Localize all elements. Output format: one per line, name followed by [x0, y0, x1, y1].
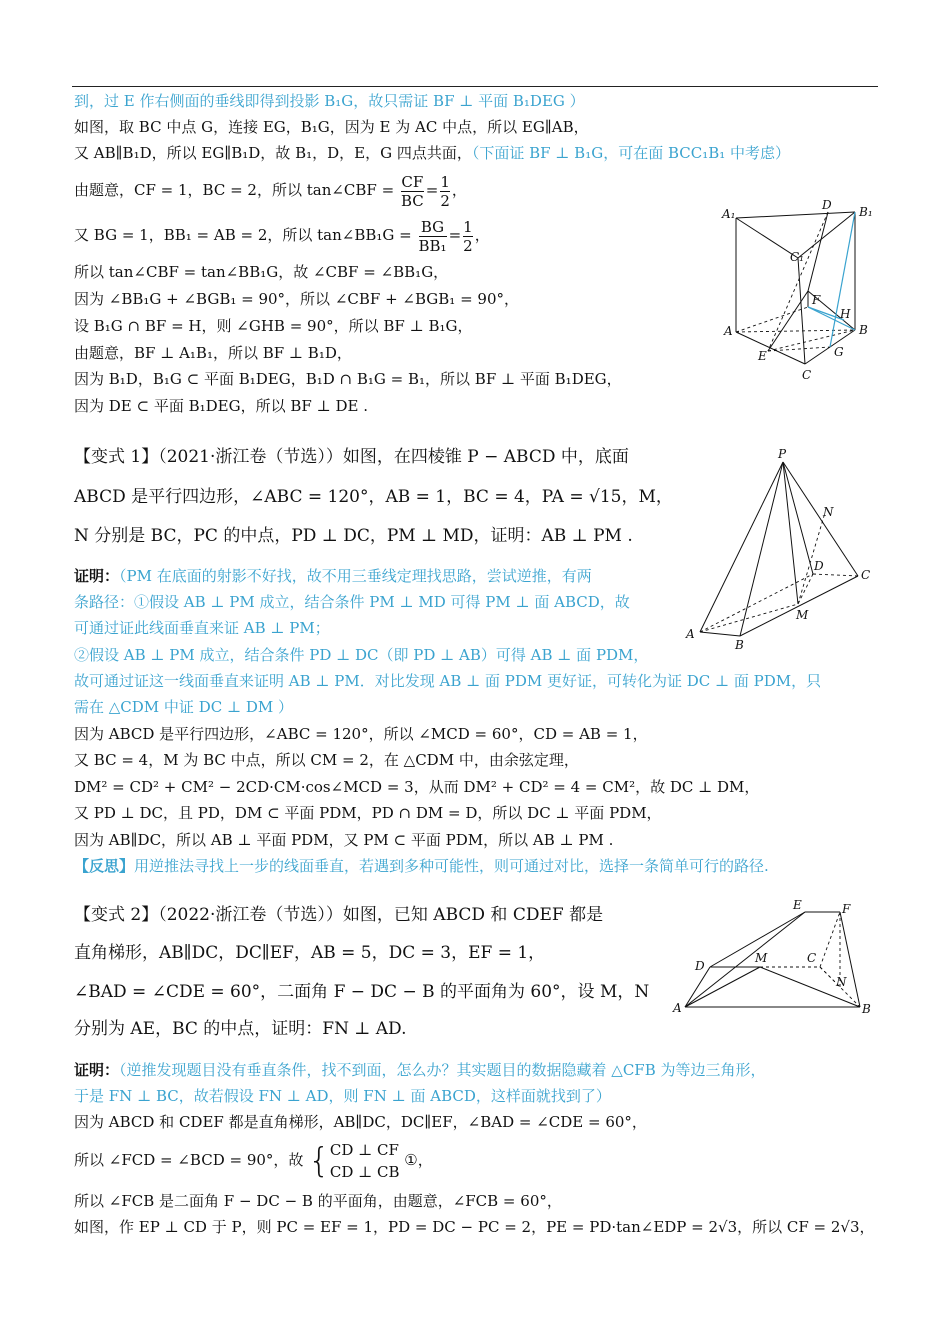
hint-line: 条路径：①假设 AB ⊥ PM 成立，结合条件 PM ⊥ MD 可得 PM ⊥ 面 ABCD，故 [74, 593, 630, 611]
reflect-text: 用逆推法寻找上一步的线面垂直，若遇到多种可能性，则可通过对比，选择一条简单可行的路径. [134, 857, 769, 875]
point-label: A [686, 627, 695, 641]
hint-segment: （下面证 BF ⊥ B₁G，可在面 BCC₁B₁ 中考虑） [471, 144, 791, 162]
point-label: A₁ [722, 207, 736, 221]
fraction: $\frac{CF}{BC}$ [400, 172, 424, 210]
text-line [74, 856, 769, 876]
text-line [74, 1060, 766, 1080]
problem-statement: 分别为 AE，BC 的中点，证明：FN ⊥ AD. [74, 1019, 407, 1039]
point-label: D [814, 559, 824, 573]
text-segment: ①， [399, 1151, 433, 1169]
brace-icon: { [308, 1141, 330, 1181]
point-label: B [862, 1002, 871, 1016]
text-line: 到，过 E 作右侧面的垂线即得到投影 B₁G，故只需证 BF ⊥ 平面 B₁DEG ） [74, 92, 585, 110]
point-label: A [724, 324, 733, 338]
text-segment: 又 AB∥B₁D，所以 EG∥B₁D，故 B₁，D，E，G 四点共面， [74, 144, 472, 162]
problem-statement: ABCD 是平行四边形，∠ABC = 120°，AB = 1，BC = 4，PA = √15，M， [74, 487, 673, 507]
point-label: B [735, 638, 744, 652]
point-label: C [802, 368, 812, 382]
point-label: D [695, 959, 705, 973]
point-label: M [755, 951, 768, 965]
point-label: E [793, 898, 802, 912]
point-label: M [796, 608, 809, 622]
hint-line: 需在 △CDM 中证 DC ⊥ DM ） [74, 698, 294, 716]
point-label: H [840, 307, 851, 321]
point-label: A [673, 1001, 682, 1015]
text-line: 又 PD ⊥ DC，且 PD，DM ⊂ 平面 PDM，PD ∩ DM = D，所以 DC ⊥ 平面 PDM， [74, 804, 662, 822]
point-label: B₁ [859, 205, 873, 219]
text-line: 因为 ABCD 和 CDEF 都是直角梯形，AB∥DC，DC∥EF，∠BAD = ∠CDE = 60°， [74, 1113, 647, 1131]
text-segment: 由题意，CF = 1，BC = 2，所以 tan∠CBF = [74, 181, 395, 199]
hint-line: 可通过证此线面垂直来证 AB ⊥ PM； [74, 619, 330, 637]
proof-label: 证明： [74, 1061, 120, 1079]
point-label: F [842, 902, 851, 916]
problem-statement: 直角梯形，AB∥DC，DC∥EF，AB = 5，DC = 3，EF = 1， [74, 943, 546, 963]
text-line: 如图，取 BC 中点 G，连接 EG，B₁G，因为 E 为 AC 中点，所以 EG∥AB， [74, 118, 589, 136]
problem-statement: 【变式 1】（2021·浙江卷（节选））如图，在四棱锥 P − ABCD 中，底面 [74, 447, 629, 467]
text-line: 因为 AB∥DC，所以 AB ⊥ 平面 PDM，又 PM ⊂ 平面 PDM，所以 AB ⊥ PM . [74, 831, 614, 849]
point-label: P [778, 447, 787, 461]
point-label: N [823, 505, 834, 519]
text-line: 又 BC = 4，M 为 BC 中点，所以 CM = 2，在 △CDM 中，由余弦定理， [74, 751, 579, 769]
point-label: C₁ [790, 250, 804, 264]
condition-system: CD ⊥ CF CD ⊥ CB [329, 1141, 400, 1181]
point-label: E [758, 349, 767, 363]
proof-label: 证明： [74, 567, 120, 585]
text-line [74, 1135, 433, 1186]
prism-figure [718, 196, 878, 386]
hint-line: 故可通过证这一线面垂直来证明 AB ⊥ PM．对比发现 AB ⊥ 面 PDM 更好证，可转化为证 DC ⊥ 面 PDM，只 [74, 672, 822, 690]
hint-segment: （PM 在底面的射影不好找，故不用三垂线定理找思路，尝试逆推，有两 [119, 567, 592, 585]
text-line: 因为 B₁D，B₁G ⊂ 平面 B₁DEG，B₁D ∩ B₁G = B₁，所以 BF ⊥ 平面 B₁DEG， [74, 370, 622, 388]
trapezoid-figure [670, 892, 880, 1022]
text-line: 如图，作 EP ⊥ CD 于 P，则 PC = EF = 1，PD = DC − PC = 2，PE = PD·tan∠EDP = 2√3，所以 CF = 2√3， [74, 1218, 875, 1236]
fraction: $\frac{1}{2}$ [463, 217, 473, 255]
point-label: C [861, 568, 871, 582]
text-line [74, 143, 790, 163]
text-line [74, 566, 592, 586]
text-line: 由题意，BF ⊥ A₁B₁，所以 BF ⊥ B₁D， [74, 344, 352, 362]
point-label: C [807, 951, 817, 965]
header-rule [72, 86, 878, 87]
problem-statement: 【变式 2】（2022·浙江卷（节选））如图，已知 ABCD 和 CDEF 都是 [74, 905, 604, 925]
problem-statement: N 分别是 BC，PC 的中点，PD ⊥ DC，PM ⊥ MD，证明：AB ⊥ PM . [74, 526, 633, 546]
fraction: $\frac{BG}{\text{BB₁}}$ [418, 217, 447, 255]
text-segment: 又 BG = 1，BB₁ = AB = 2，所以 tan∠BB₁G = [74, 226, 412, 244]
problem-statement: ∠BAD = ∠CDE = 60°，二面角 F − DC − B 的平面角为 60°，设 M，N [74, 982, 650, 1002]
hint-line: ②假设 AB ⊥ PM 成立，结合条件 PD ⊥ DC（即 PD ⊥ AB）可得 AB ⊥ 面 PDM， [74, 646, 649, 664]
point-label: G [834, 345, 844, 359]
text-segment: 所以 ∠FCD = ∠BCD = 90°，故 [74, 1151, 304, 1169]
text-line: 因为 ∠BB₁G + ∠BGB₁ = 90°，所以 ∠CBF + ∠BGB₁ = 90°， [74, 290, 519, 308]
text-line: 又 BG = 1，BB₁ = AB = 2，所以 tan∠BB₁G = $\frac{BG}{\text{BB₁}}$ = $\frac{1}{2}$ ， [74, 217, 490, 255]
text-line: 因为 ABCD 是平行四边形，∠ABC = 120°，所以 ∠MCD = 60°，CD = AB = 1， [74, 725, 648, 743]
point-label: F [812, 293, 821, 307]
pyramid-figure [680, 444, 880, 654]
fraction: $\frac{1}{2}$ [440, 172, 450, 210]
text-line: 所以 tan∠CBF = tan∠BB₁G，故 ∠CBF = ∠BB₁G， [74, 263, 449, 281]
hint-line: 于是 FN ⊥ BC，故若假设 FN ⊥ AD，则 FN ⊥ 面 ABCD，这样面就找到了） [74, 1087, 611, 1105]
text-line: 所以 ∠FCB 是二面角 F − DC − B 的平面角，由题意，∠FCB = 60°， [74, 1192, 562, 1210]
point-label: B [859, 323, 868, 337]
point-label: N [836, 975, 847, 989]
text-line: 由题意，CF = 1，BC = 2，所以 tan∠CBF = $\frac{CF}{BC}$ = $\frac{1}{2}$ ， [74, 172, 467, 210]
text-line: 设 B₁G ∩ BF = H，则 ∠GHB = 90°，所以 BF ⊥ B₁G， [74, 317, 473, 335]
hint-segment: （逆推发现题目没有垂直条件，找不到面，怎么办？其实题目的数据隐藏着 △CFB 为等边三角形， [119, 1061, 766, 1079]
text-line: 因为 DE ⊂ 平面 B₁DEG，所以 BF ⊥ DE . [74, 397, 368, 415]
point-label: D [822, 198, 832, 212]
text-line: DM² = CD² + CM² − 2CD·CM·cos∠MCD = 3，从而 DM² + CD² = 4 = CM²，故 DC ⊥ DM， [74, 778, 760, 796]
reflect-label: 【反思】 [74, 857, 135, 875]
